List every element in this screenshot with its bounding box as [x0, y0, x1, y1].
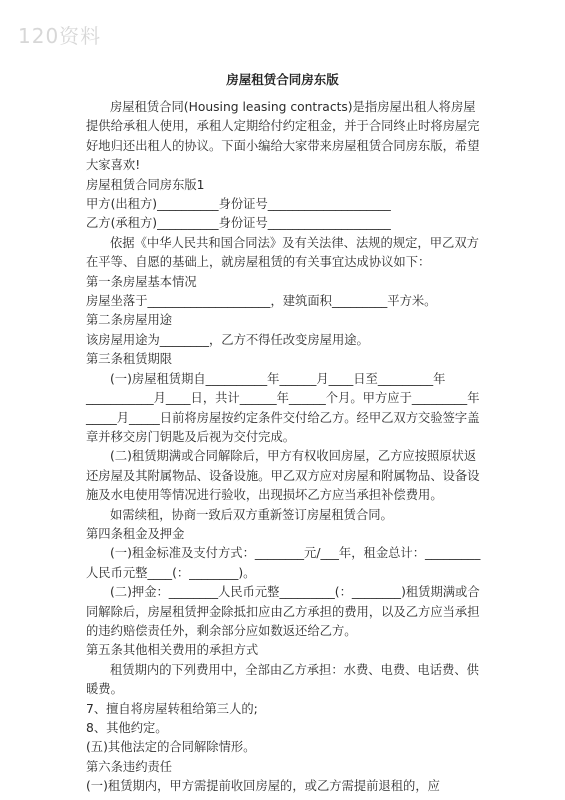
article-5-heading: 第五条其他相关费用的承担方式 — [86, 643, 259, 658]
article-1-heading: 第一条房屋基本情况 — [86, 274, 197, 289]
article-5-text: 租赁期内的下列费用中，全部由乙方承担：水费、电费、电话费、供暖费。 — [86, 662, 479, 697]
list-item-8: 8、其他约定。 — [86, 721, 168, 735]
article-4-heading: 第四条租金及押金 — [86, 526, 185, 541]
party-a-line: 甲方(出租方)__________身份证号____________________ — [86, 197, 391, 212]
renewal-paragraph: 如需续租，协商一致后双方重新签订房屋租赁合同。 — [110, 507, 393, 522]
list-item-5-other: (五)其他法定的合同解除情形。 — [86, 740, 256, 755]
watermark: 120资料 — [18, 24, 102, 48]
article-1-text: 房屋坐落于____________________，建筑面积_________平方米。 — [86, 294, 437, 309]
article-2-heading: 第二条房屋用途 — [86, 313, 173, 328]
article-4-item-2: (二)押金：________人民币元整_________(：________)租赁期满或合同解除后，房屋租赁押金除抵扣应由乙方承担的费用，以及乙方应当承担的违约赔偿责任外，剩余部分应如数返还给乙方。 — [86, 585, 480, 638]
document-body — [86, 98, 486, 797]
article-3-heading: 第三条租赁期限 — [86, 352, 173, 367]
article-4-item-1: (一)租金标准及支付方式：________元/___年，租金总计：_________人民币元整____(：________)。 — [86, 546, 481, 580]
article-3-item-2: (二)租赁期满或合同解除后，甲方有权收回房屋，乙方应按照原状返还房屋及其附属物品、设备设施。甲乙双方应对房屋和附属物品、设备设施及水电使用等情况进行验收，出现损坏乙方应当承担补偿费用。 — [86, 449, 480, 503]
document-title: 房屋租赁合同房东版 — [226, 72, 339, 87]
list-item-7: 7、擅自将房屋转租给第三人的; — [86, 701, 258, 716]
basis-paragraph: 依据《中华人民共和国合同法》及有关法律、法规的规定，甲乙双方在平等、自愿的基础上，就房屋租赁的有关事宜达成协议如下： — [86, 235, 479, 270]
article-3-item-1: (一)房屋租赁期自__________年______月____日至_________年___________月____日，共计______年______个月。甲方应于_________年_____月_____日前将房屋按约定条件交付给乙方。经甲乙双方交验签字盖章并移交房门钥匙及后视为交付完成。 — [86, 371, 480, 444]
article-6-text: (一)租赁期内，甲方需提前收回房屋的，或乙方需提前退租的，应 — [86, 779, 440, 794]
article-2-text: 该房屋用途为________，乙方不得任改变房屋用途。 — [86, 332, 369, 347]
party-b-line: 乙方(承租方)__________身份证号____________________ — [86, 216, 391, 231]
article-6-heading: 第六条违约责任 — [86, 759, 173, 774]
intro-paragraph: 房屋租赁合同(Housing leasing contracts)是指房屋出租人将房屋提供给承租人使用，承租人定期给付约定租金，并于合同终止时将房屋完好地归还出租人的协议。下面小编给大家带来房屋租赁合同房东版，希望大家喜欢! — [86, 100, 480, 173]
section-heading: 房屋租赁合同房东版1 — [86, 177, 205, 192]
